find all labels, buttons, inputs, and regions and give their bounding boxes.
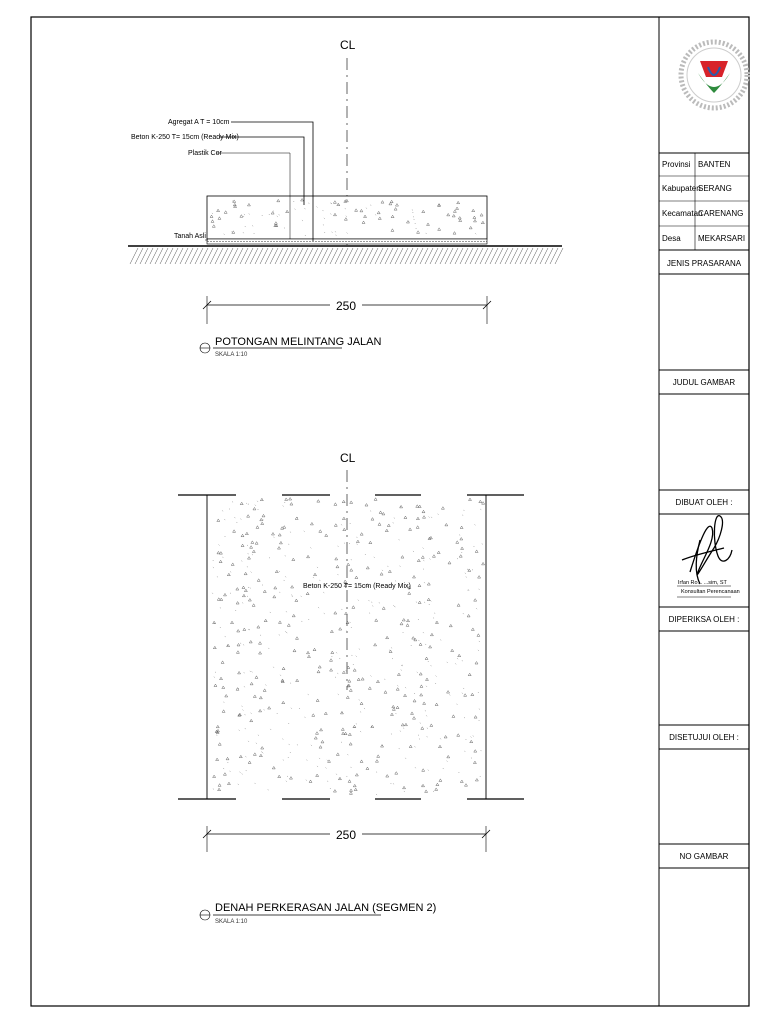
tb-header-no-gambar: NO GAMBAR [679, 852, 729, 861]
tb-header-disetujui-oleh: DISETUJUI OLEH : [669, 733, 739, 742]
tb-header-dibuat-oleh: DIBUAT OLEH : [675, 498, 733, 507]
section-dimension [203, 296, 491, 324]
plan-drawing [178, 451, 524, 925]
tb-header-judul-gambar: JUDUL GAMBAR [672, 378, 736, 387]
label-beton-plan: Beton K-250 T= 15cm (Ready Mix) [303, 583, 411, 590]
tb-label-kabupaten: Kabupaten [662, 184, 701, 193]
ministry-logo-icon [681, 42, 747, 108]
signer-name: Irfan Ro... ...sim, ST [678, 580, 727, 586]
tb-label-desa: Desa [662, 234, 681, 243]
section-title-block [200, 336, 382, 358]
signer-role: Konsultan Perencanaan [681, 589, 740, 595]
section-title: POTONGAN MELINTANG JALAN [215, 336, 382, 348]
tb-header-diperiksa-oleh: DIPERIKSA OLEH : [668, 615, 740, 624]
title-block [659, 42, 749, 868]
label-agregat: Agregat A T = 10cm [168, 119, 230, 126]
label-beton-section: Beton K-250 T= 15cm (Ready Mix) [131, 134, 239, 141]
plan-title-block [200, 902, 436, 925]
tb-value-provinsi: BANTEN [698, 160, 731, 169]
cross-section-drawing [128, 38, 563, 358]
tb-label-kecamatan: Kecamatan [662, 209, 703, 218]
signature-icon [682, 516, 732, 584]
section-scale: SKALA 1:10 [215, 352, 248, 358]
plan-dimension [203, 826, 490, 852]
tb-label-provinsi: Provinsi [662, 160, 691, 169]
label-plastik-cor: Plastik Cor [188, 150, 222, 157]
section-dimension-value: 250 [335, 299, 357, 313]
section-cl-label: CL [340, 38, 356, 52]
label-tanah-asli: Tanah Asli [174, 233, 206, 240]
centerline-symbol [340, 38, 356, 52]
plan-title: DENAH PERKERASAN JALAN (SEGMEN 2) [215, 902, 437, 914]
plan-dimension-value: 250 [335, 828, 357, 842]
sheet-border [31, 17, 749, 1006]
plan-scale: SKALA 1:10 [215, 919, 248, 925]
plan-concrete-texture [212, 498, 484, 796]
tb-value-kecamatan: CARENANG [698, 209, 744, 218]
plan-cl-label: CL [340, 451, 356, 465]
tb-value-desa: MEKARSARI [698, 234, 746, 243]
ground-hatch [130, 248, 563, 264]
tb-header-jenis-prasarana: JENIS PRASARANA [666, 259, 742, 268]
tb-value-kabupaten: SERANG [698, 184, 732, 193]
